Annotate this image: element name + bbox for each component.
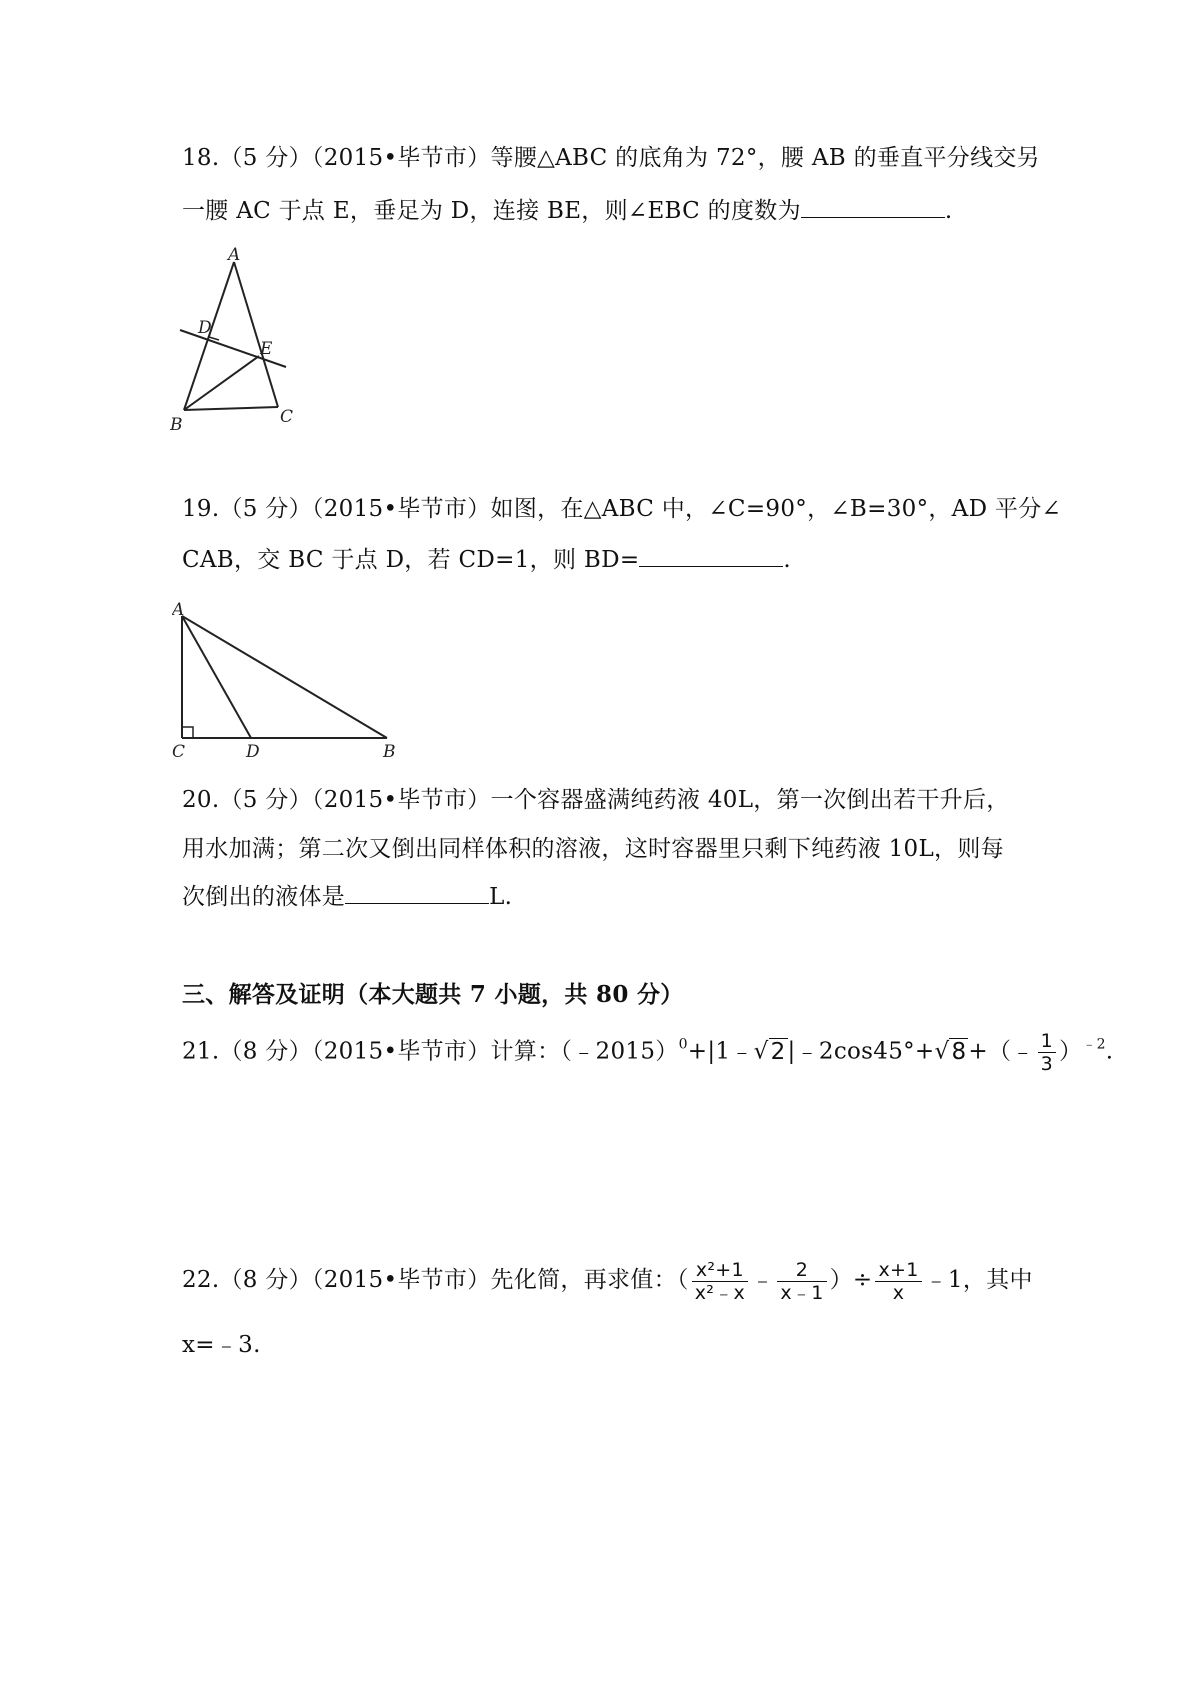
q19-end: .: [783, 547, 792, 573]
q19-label-d: D: [246, 742, 260, 758]
q20-line2: [182, 834, 1004, 864]
q21-exponent-0: 0: [678, 1036, 688, 1053]
q20-text-3: 次倒出的液体是: [182, 884, 346, 910]
q22-suffix: ﹣1，其中: [924, 1267, 1033, 1293]
q18-line2: [182, 196, 953, 226]
q20-line1: [182, 785, 1010, 815]
q18-label-d: D: [198, 318, 212, 338]
q22-fraction-1-numerator: x²+1: [692, 1259, 748, 1282]
q19-line1: [182, 494, 1061, 524]
q21-sqrt-8: √8: [934, 1038, 967, 1065]
q19-line2: [182, 545, 791, 575]
q22-prefix: 22.（8 分）（2015•毕节市）先化简，再求值：（: [182, 1267, 689, 1293]
section3-heading-text: 三、解答及证明（本大题共 7 小题，共 80 分）: [182, 981, 684, 1008]
q22-fraction-3-numerator: x+1: [875, 1259, 921, 1282]
q18-text-1: 18.（5 分）（2015•毕节市）等腰△ABC 的底角为 72°，腰 AB 的垂直平分线交另: [182, 145, 1040, 171]
q19-label-b: B: [383, 742, 396, 758]
section3-heading: [182, 980, 684, 1010]
q21-fraction-denominator: 3: [1040, 1053, 1053, 1075]
q21-part1: +|1﹣: [687, 1038, 754, 1065]
q18-text-2: 一腰 AC 于点 E，垂足为 D，连接 BE，则∠EBC 的度数为: [182, 198, 801, 224]
q20-line3: [182, 882, 512, 912]
q18-side-bc: [184, 407, 278, 410]
q18-label-e: E: [260, 339, 273, 359]
q22-fraction-1: [692, 1259, 748, 1304]
q18-label-c: C: [280, 407, 294, 427]
q22-fraction-2-numerator: 2: [777, 1259, 826, 1282]
q19-text-1: 19.（5 分）（2015•毕节市）如图，在△ABC 中，∠C=90°，∠B=30°，AD 平分∠: [182, 496, 1062, 522]
q21-line: [182, 1030, 1113, 1075]
q19-bisector-ad: [182, 616, 251, 738]
q22-mid: ）÷: [829, 1267, 873, 1293]
q20-text-2: 用水加满；第二次又倒出同样体积的溶液，这时容器里只剩下纯药液 10L，则每: [182, 836, 1004, 862]
q18-label-b: B: [170, 415, 183, 435]
q22-text-2: x=﹣3.: [182, 1332, 261, 1358]
q22-fraction-2-denominator: x﹣1: [780, 1281, 824, 1304]
q22-line2: [182, 1330, 261, 1360]
q19-right-angle-mark: [182, 727, 193, 738]
q22-fraction-1-denominator: x²﹣x: [694, 1281, 746, 1304]
q22-line1: [182, 1250, 1033, 1310]
q22-fraction-2: [777, 1259, 826, 1304]
q22-minus: ﹣: [751, 1267, 775, 1293]
q18-segment-be: [184, 356, 259, 410]
q19-label-a: A: [172, 600, 185, 620]
q19-text-2: CAB，交 BC 于点 D，若 CD=1，则 BD=: [182, 547, 640, 573]
q21-sqrt-2: √2: [753, 1038, 786, 1065]
q18-side-ac: [234, 262, 278, 407]
q21-sqrt-2-radicand: 2: [770, 1038, 786, 1065]
q18-line1: [182, 143, 1040, 173]
q18-triangle-figure: [170, 246, 310, 446]
q21-exponent-neg2: ﹣2: [1082, 1036, 1106, 1053]
q19-triangle-figure: [172, 598, 442, 758]
q18-end: .: [944, 198, 953, 224]
q19-label-c: C: [172, 742, 186, 758]
q21-sqrt-8-radicand: 8: [951, 1038, 967, 1065]
q19-answer-blank[interactable]: [639, 546, 783, 567]
q21-part3: +（﹣: [968, 1038, 1035, 1065]
q21-fraction-numerator: 1: [1038, 1030, 1056, 1053]
q20-end: L.: [489, 884, 513, 910]
q22-fraction-3: [875, 1259, 921, 1304]
q22-fraction-3-denominator: x: [892, 1281, 905, 1304]
q21-part4: ）: [1058, 1038, 1083, 1065]
q21-part2: |﹣2cos45°+: [787, 1038, 935, 1065]
q20-answer-blank[interactable]: [345, 883, 489, 904]
q20-text-1: 20.（5 分）（2015•毕节市）一个容器盛满纯药液 40L，第一次倒出若干升后，: [182, 787, 1010, 813]
q18-answer-blank[interactable]: [801, 197, 945, 218]
q18-label-a: A: [228, 246, 241, 265]
q21-prefix: 21.（8 分）（2015•毕节市）计算：（﹣2015）: [182, 1038, 679, 1065]
q19-side-ab: [182, 616, 387, 738]
q21-fraction: [1038, 1030, 1056, 1075]
q21-end: .: [1105, 1038, 1114, 1065]
